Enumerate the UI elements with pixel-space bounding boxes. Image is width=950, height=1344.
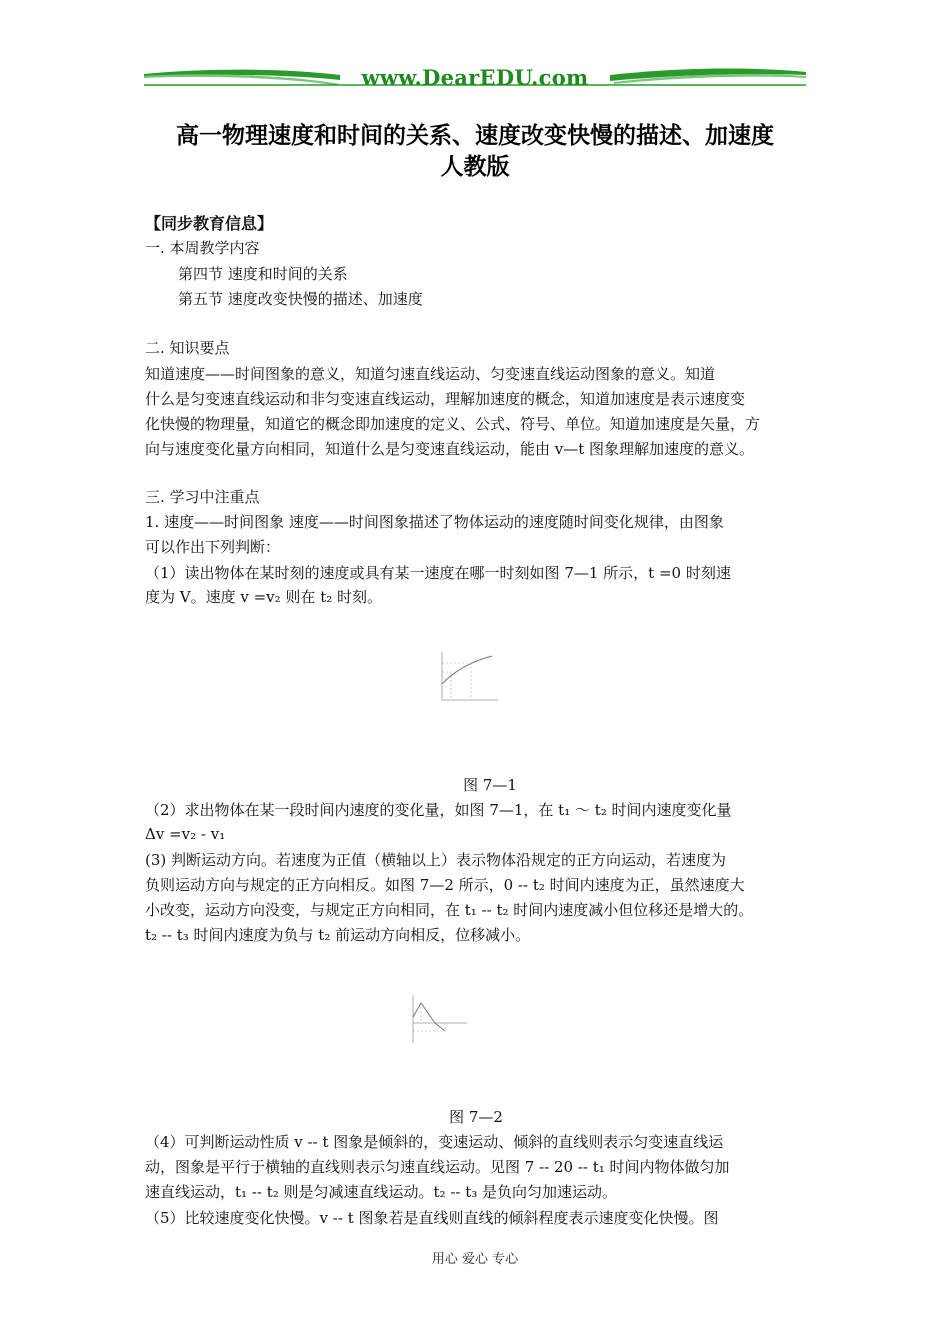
figure-7-1-vt-graph	[436, 650, 500, 706]
section3-point5: （5）比较速度变化快慢。v -- t 图象若是直线则直线的倾斜程度表示速度变化快慢。图	[145, 1209, 719, 1227]
section1-item1: 第四节 速度和时间的关系	[178, 265, 348, 283]
section1-item2: 第五节 速度改变快慢的描述、加速度	[178, 290, 423, 308]
page-footer: 用心 爱心 专心	[431, 1252, 519, 1267]
section3-point3-line1: （2）求出物体在某一段时间内速度的变化量，如图 7—1，在 t₁ ～ t₂ 时间内速度变化量	[145, 801, 732, 819]
section2-heading: 二. 知识要点	[145, 339, 230, 357]
section3-point2-line1: （1）读出物体在某时刻的速度或具有某一速度在哪一时刻如图 7—1 所示，t =0 时刻速	[145, 564, 731, 582]
section1-heading: 一. 本周教学内容	[145, 239, 260, 257]
section3-point3-direction: (3) 判断运动方向。若速度为正值（横轴以上）表示物体沿规定的正方向运动，若速度为 负则运动方向与规定的正方向相反。如图 7—2 所示，0 -- t₂ 时间内速度为正，虽然速度大 小改变，运动方向没变，与规定正方向相同，在 t₁ -- t₂ 时间内速度减小但位移还是增大的。 t₂ -- t₃ 时间内速度为负与 t₂ 前运动方向相反，位移减小。	[145, 851, 754, 944]
section3-point1: 1. 速度——时间图象 速度——时间图象描述了物体运动的速度随时间变化规律，由图象 可以作出下列判断：	[145, 513, 724, 556]
figure-7-1-caption: 图 7—1	[463, 776, 517, 794]
site-header-banner	[144, 62, 806, 92]
section2-body: 知道速度——时间图象的意义，知道匀速直线运动、匀变速直线运动图象的意义。知道 什么是匀变速直线运动和非匀变速直线运动，理解加速度的概念，知道加速度是表示速度变 化快慢的物理量，知道它的概念即加速度的定义、公式、符号、单位。知道加速度是矢量，方 向与速度变化量方向相同，知道什么是匀变速直线运动，能由 v—t 图象理解加速度的意义。	[145, 365, 761, 458]
section3-heading: 三. 学习中注重点	[145, 488, 260, 506]
section3-point3-line2: Δv =v₂ - v₁	[145, 825, 226, 843]
info-heading: 【同步教育信息】	[145, 214, 274, 233]
figure-7-2-vt-graph	[405, 993, 469, 1045]
figure-7-2-caption: 图 7—2	[449, 1108, 503, 1126]
section3-point4: （4）可判断运动性质 v -- t 图象是倾斜的，变速运动、倾斜的直线则表示匀变速直线运 动，图象是平行于横轴的直线则表示匀速直线运动。见图 7 -- 20 -- t₁ 时间内物体做匀加 速直线运动，t₁ -- t₂ 则是匀减速直线运动。t₂ -- t₃ 是负向匀加速运动。	[145, 1133, 730, 1201]
doc-title-line1: 高一物理速度和时间的关系、速度改变快慢的描述、加速度	[176, 123, 774, 149]
section3-point2-line2: 度为 V。速度 v =v₂ 则在 t₂ 时刻。	[145, 588, 383, 606]
site-logo-text[interactable]: www.DearEDU.com	[361, 65, 589, 90]
doc-title-line2: 人教版	[440, 154, 510, 180]
